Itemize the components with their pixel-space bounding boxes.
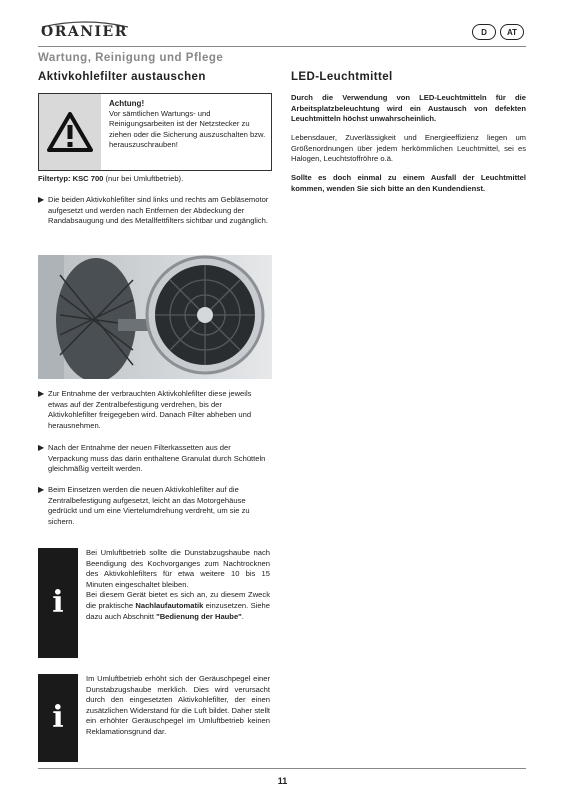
filter-type-note: (nur bei Umluftbetrieb). (103, 174, 184, 183)
bullet-arrow-icon: ▶ (38, 389, 45, 398)
page-number: 11 (277, 776, 288, 786)
bullet-arrow-icon: ▶ (38, 195, 45, 204)
info-icon: i (38, 674, 78, 762)
list-item (38, 485, 270, 527)
info-box-1 (38, 548, 270, 622)
filter-type-label: Filtertyp: KSC 700 (38, 174, 104, 183)
bullet-arrow-icon: ▶ (38, 485, 45, 494)
list-item (38, 443, 270, 475)
info1-paragraph-2: Bei diesem Gerät bietet es sich an, zu diesem Zweck die praktische Nachlaufautomatik einzusetzen. Siehe dazu auch Abschnitt "Bedienung der Haube". (86, 590, 270, 621)
bullet-text: Nach der Entnahme der neuen Filterkassetten aus der Verpackung muss das darin enthaltene Granulat durch Schütteln gleichmäßig verteilt werden. (48, 443, 266, 474)
warning-title: Achtung! (109, 99, 145, 108)
bullet-text: Die beiden Aktivkohlefilter sind links und rechts am Gebläsemotor aufgesetzt und werden nach Entfernen der Abdeckung der Randabsaugung und des Metallfettfilters sichtbar und zugänglich. (48, 195, 269, 226)
badge-de: D (472, 24, 496, 40)
filter-type (38, 174, 183, 185)
warning-box (38, 93, 272, 171)
heading-led: LED-Leuchtmittel (291, 71, 393, 83)
section-title: Wartung, Reinigung und Pflege (38, 52, 224, 64)
country-badges (472, 24, 524, 40)
warning-icon (39, 94, 101, 170)
bullet-text: Zur Entnahme der verbrauchten Aktivkohlefilter diese jeweils etwas auf der Zentralbefestigung verdrehen, bis der Aktivkohlefilter freigegeben wird. Danach Filter abheben und herausnehmen. (48, 389, 252, 430)
list-item (38, 195, 270, 227)
badge-at: AT (500, 24, 524, 40)
filter-photo (38, 255, 272, 379)
warning-text: Vor sämtlichen Wartungs- und Reinigungsarbeiten ist der Netzstecker zu ziehen oder die Sicherung auszuschalten bzw. herauszuschrauben! (109, 109, 266, 149)
led-paragraph-2: Lebensdauer, Zuverlässigkeit und Energieeffizienz liegen um Größenordnungen über jedem herkömmlichen Leuchtmittel, sei es Halogen, Leuchtstoffröhre o.ä. (291, 133, 526, 164)
bullet-text: Beim Einsetzen werden die neuen Aktivkohlefilter auf die Zentralbefestigung aufgesetzt, leicht an das Motorgehäuse gedrückt und um eine Viertelumdrehung verdreht, um sie zu sichern. (48, 485, 250, 526)
footer-rule (38, 768, 526, 769)
heading-aktivkohlefilter: Aktivkohlefilter austauschen (38, 71, 206, 83)
info-box-2 (38, 674, 270, 738)
brand-logo: ORANIER (41, 24, 128, 40)
info1-paragraph-1: Bei Umluftbetrieb sollte die Dunstabzugshaube nach Beendigung des Kochvorganges zum Nachtrocknen des Aktivkohlefilters für etwa weitere 10 bis 15 Minuten eingeschaltet bleiben. (86, 548, 270, 589)
bullet-arrow-icon: ▶ (38, 443, 45, 452)
info2-text: Im Umluftbetrieb erhöht sich der Geräuschpegel einer Dunstabzugshaube merklich. Dies wird verursacht durch den eingesetzten Aktivkohlefilter, der einen zusätzlichen Widerstand für die Luft bildet. Daher stellt ein erhöhter Geräuschpegel im Umluftbetrieb keinen Reklamationsgrund dar. (86, 674, 270, 736)
info-icon: i (38, 548, 78, 658)
led-paragraph-1: Durch die Verwendung von LED-Leuchtmitteln für die Arbeitsplatzbeleuchtung wird ein Austausch von defekten Leuchtmitteln höchst unwahrscheinlich. (291, 93, 526, 124)
list-item (38, 389, 270, 431)
header-rule (38, 46, 526, 47)
led-paragraph-3: Sollte es doch einmal zu einem Ausfall der Leuchtmittel kommen, wenden Sie sich bitte an den Kundendienst. (291, 173, 526, 193)
